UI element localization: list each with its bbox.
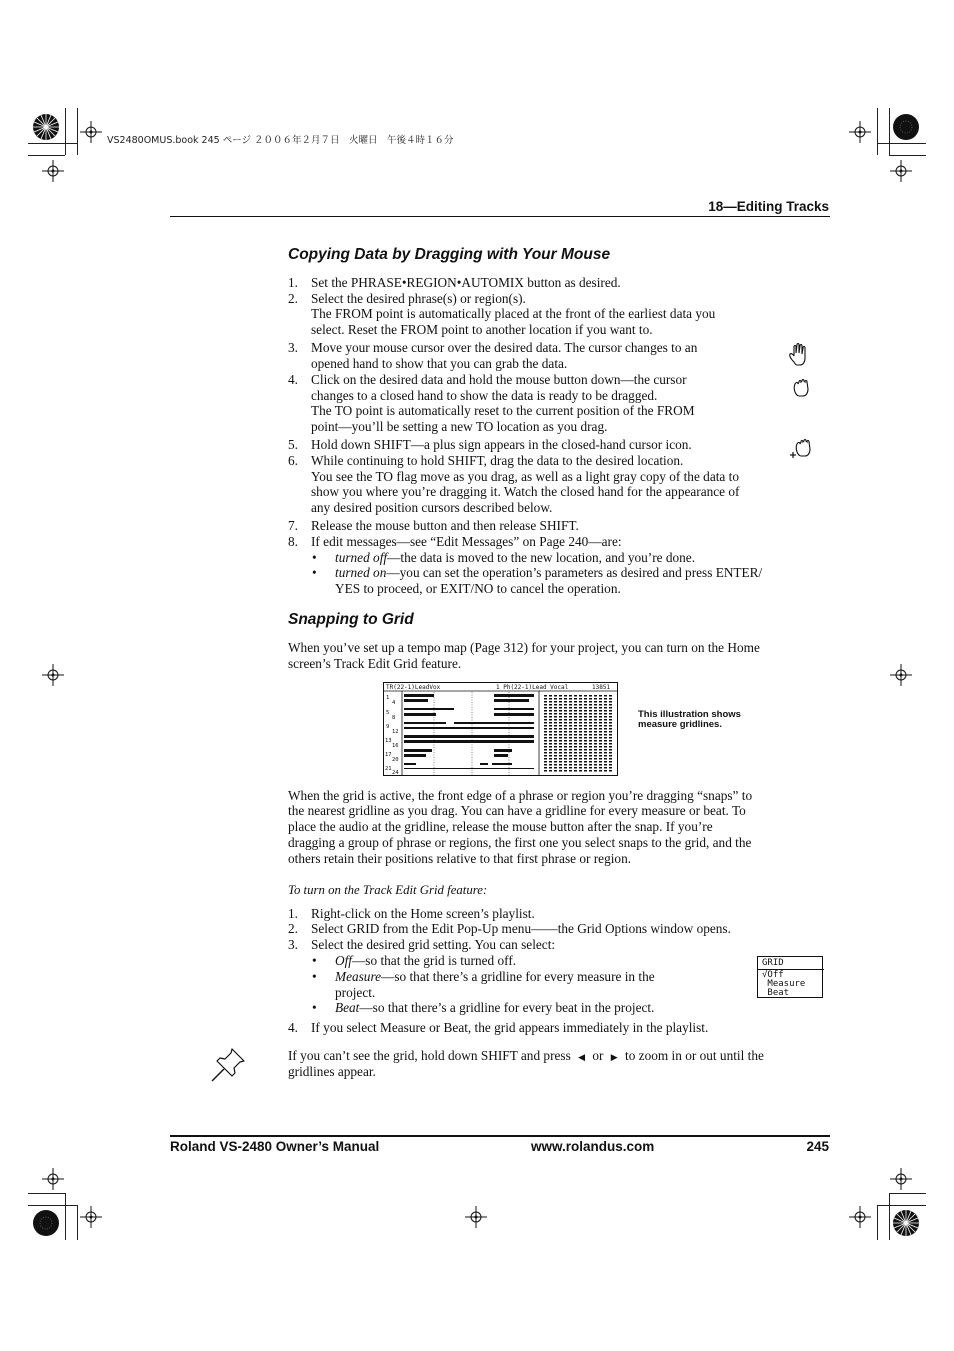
registration-target-icon — [42, 1168, 64, 1190]
step-text: If edit messages—see “Edit Messages” on Page 240—are: — [311, 534, 622, 549]
svg-text:12: 12 — [392, 729, 399, 735]
registration-target-icon — [890, 1168, 912, 1190]
intro-text: When you’ve set up a tempo map (Page 312) for your project, you can turn on the Home — [288, 640, 760, 655]
print-slug: VS2480OMUS.book 245 ページ ２００６年２月７日 火曜日 午後４時１６分 — [107, 135, 454, 146]
step-text: select. Reset the FROM point to another location if you want to. — [311, 322, 653, 337]
closed-hand-cursor-icon — [788, 374, 816, 400]
svg-text:13: 13 — [385, 738, 392, 744]
left-arrow-icon: ◀ — [578, 1052, 586, 1062]
section-heading-copying: Copying Data by Dragging with Your Mouse — [288, 246, 611, 263]
track-edit-grid-screenshot — [383, 682, 618, 776]
registration-target-icon — [890, 160, 912, 182]
svg-text:24: 24 — [392, 770, 399, 775]
step-text: Move your mouse cursor over the desired data. The cursor changes to an — [311, 340, 698, 355]
procedure-subhead: To turn on the Track Edit Grid feature: — [288, 883, 488, 897]
header-rule — [170, 216, 830, 217]
step-number: 7. — [288, 518, 298, 533]
chapter-title: 18—Editing Tracks — [708, 199, 829, 214]
note-text: gridlines appear. — [288, 1064, 376, 1079]
dot-mark-icon — [892, 113, 920, 141]
svg-text:4: 4 — [392, 700, 396, 706]
bullet-marker: • — [312, 550, 317, 565]
footer-rule — [170, 1135, 830, 1137]
note-text: If you can’t see the grid, hold down SHIFT and press ◀ or ▶ to zoom in or out until the — [288, 1048, 764, 1063]
step-text: any desired position cursors described below. — [311, 500, 553, 515]
registration-target-icon — [80, 121, 102, 143]
step-number: 2. — [288, 291, 298, 306]
grid-option-beat: Beat — [762, 988, 790, 998]
page-number: 245 — [806, 1139, 829, 1154]
step-text: While continuing to hold SHIFT, drag the data to the desired location. — [311, 453, 684, 468]
bullet-text: turned on—you can set the operation’s parameters as desired and press ENTER/ — [335, 565, 763, 580]
step-text: opened hand to show that you can grab the data. — [311, 356, 568, 371]
registration-target-icon — [849, 121, 871, 143]
svg-text:17: 17 — [385, 752, 392, 758]
step-text: The TO point is automatically reset to the current position of the FROM — [311, 403, 695, 418]
step-text: The FROM point is automatically placed at the front of the earliest data you — [311, 306, 716, 321]
sunburst-mark-icon — [892, 1209, 920, 1237]
registration-target-icon — [849, 1206, 871, 1228]
registration-target-icon — [42, 160, 64, 182]
step-text: Hold down SHIFT—a plus sign appears in the closed-hand cursor icon. — [311, 437, 692, 452]
screen-header-right: 13851 — [592, 684, 611, 691]
footer-manual-title: Roland VS-2480 Owner’s Manual — [170, 1139, 380, 1154]
section-heading-snapping: Snapping to Grid — [288, 611, 414, 628]
step-text: Release the mouse button and then release SHIFT. — [311, 518, 579, 533]
figure-caption: This illustration shows measure gridlines. — [638, 709, 741, 730]
step-text: point—you’ll be setting a new TO location as you drag. — [311, 419, 608, 434]
svg-text:20: 20 — [392, 757, 399, 763]
grid-options-title: GRID — [762, 958, 784, 968]
svg-text:16: 16 — [392, 743, 399, 749]
step-text: Set the PHRASE•REGION•AUTOMIX button as desired. — [311, 275, 621, 290]
step-text: show you where you’re dragging it. Watch the closed hand for the appearance of — [311, 484, 740, 499]
screen-header-left: TR(22-1)LeadVox — [386, 684, 441, 691]
step-number: 5. — [288, 437, 298, 452]
step-number: 1. — [288, 275, 298, 290]
step-number: 6. — [288, 453, 298, 468]
bullet-text: YES to proceed, or EXIT/NO to cancel the operation. — [335, 581, 621, 596]
registration-target-icon — [890, 664, 912, 686]
grid-option-off: √Off — [762, 970, 784, 980]
svg-text:21: 21 — [385, 766, 392, 772]
step-number: 3. — [288, 340, 298, 355]
step-text: Click on the desired data and hold the mouse button down—the cursor — [311, 372, 687, 387]
dot-mark-icon — [32, 1209, 60, 1237]
sunburst-mark-icon — [32, 113, 60, 141]
svg-text:1: 1 — [386, 695, 390, 701]
step-number: 8. — [288, 534, 298, 549]
registration-target-icon — [465, 1206, 487, 1228]
intro-text: screen’s Track Edit Grid feature. — [288, 656, 462, 671]
svg-text:5: 5 — [386, 710, 390, 716]
bullet-marker: • — [312, 565, 317, 580]
registration-target-icon — [42, 664, 64, 686]
closed-hand-plus-cursor-icon — [788, 436, 816, 462]
right-arrow-icon: ▶ — [610, 1052, 618, 1062]
step-text: Select the desired phrase(s) or region(s). — [311, 291, 526, 306]
step-text: You see the TO flag move as you drag, as well as a light gray copy of the data to — [311, 469, 739, 484]
footer-website: www.rolandus.com — [531, 1139, 655, 1154]
playlist-illustration — [384, 683, 617, 775]
svg-text:8: 8 — [392, 715, 396, 721]
grid-options-window — [757, 956, 823, 998]
grid-option-measure: Measure — [762, 979, 806, 989]
svg-text:9: 9 — [386, 724, 390, 730]
registration-target-icon — [80, 1206, 102, 1228]
screen-header-mid: 1 Ph(22-1)Lead Vocal — [496, 684, 569, 691]
bullet-text: turned off—the data is moved to the new location, and you’re done. — [335, 550, 696, 565]
pushpin-note-icon — [208, 1045, 248, 1085]
step-text: changes to a closed hand to show the data is ready to be dragged. — [311, 388, 658, 403]
step-number: 4. — [288, 372, 298, 387]
open-hand-cursor-icon — [786, 342, 814, 368]
